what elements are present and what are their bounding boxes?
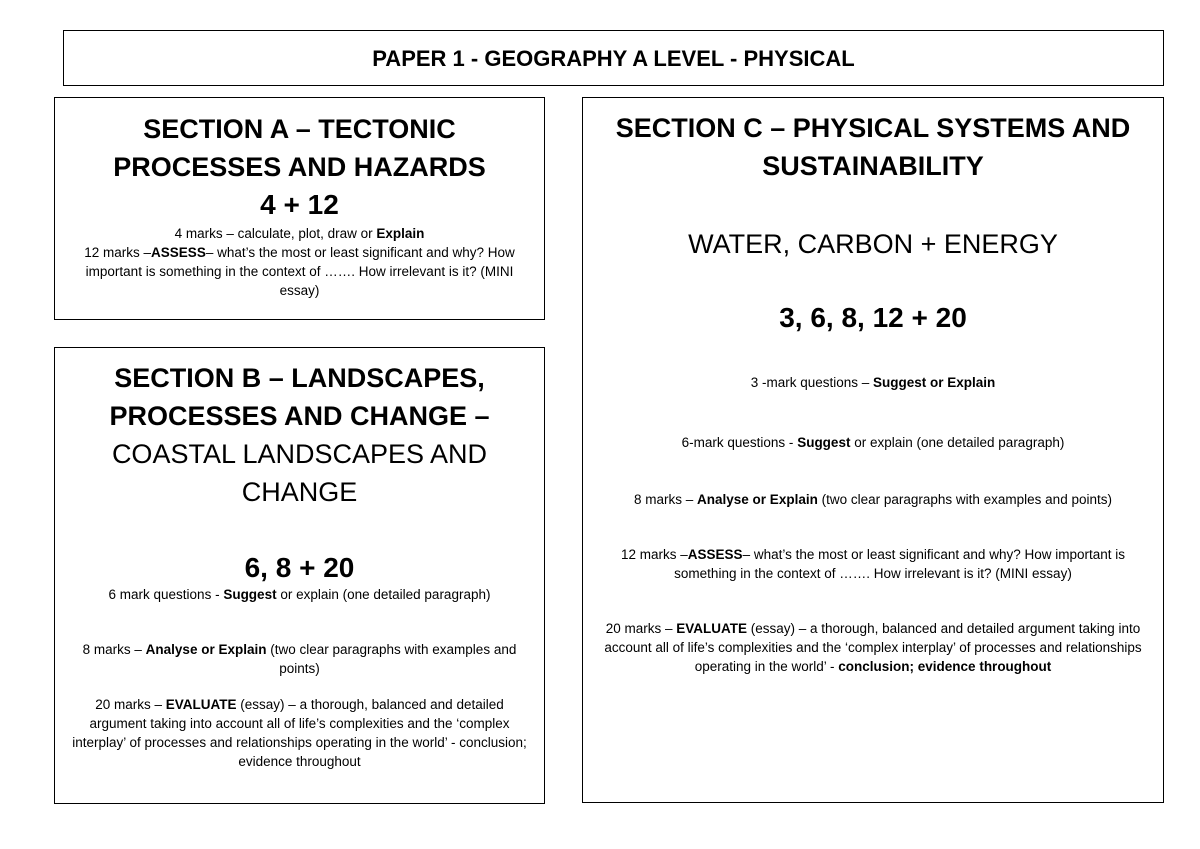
section-b-line3 (65, 695, 534, 771)
section-b-line2-bold: Analyse or Explain (145, 642, 267, 657)
section-b-line2 (65, 640, 534, 678)
section-b-line1-post: or explain (one detailed paragraph) (276, 587, 491, 602)
section-c-line4 (593, 545, 1153, 583)
section-b-line1 (65, 585, 534, 604)
section-a-line2-bold: ASSESS (151, 245, 206, 260)
section-c-line1-text: 3 -mark questions – (750, 375, 874, 390)
section-b-line3-bold: EVALUATE (165, 697, 237, 712)
section-c-topic: WATER, CARBON + ENERGY (688, 229, 1058, 259)
section-c-line5-post: (essay) – a thorough, balanced and detailed argument taking into account all of life’s complexities and the ‘complex interplay’ of processes and relationships operating in the world’ - (604, 621, 1142, 674)
section-c-line2-bold: Suggest (797, 435, 851, 450)
section-c-marks: 3, 6, 8, 12 + 20 (779, 302, 967, 333)
page-title: PAPER 1 - GEOGRAPHY A LEVEL - PHYSICAL (372, 46, 855, 71)
section-a-line1-text: 4 marks – calculate, plot, draw or (174, 226, 377, 241)
section-c-line4-bold: ASSESS (687, 547, 743, 562)
section-b-sub-line1: COASTAL LANDSCAPES AND (111, 439, 488, 469)
section-c-line2-text: 6-mark questions - (681, 435, 798, 450)
section-c-line3 (593, 490, 1153, 509)
section-c-line3-text: 8 marks – (634, 492, 698, 507)
section-c-line3-bold: Analyse or Explain (697, 492, 818, 507)
section-c-line4-post: – what’s the most or least significant and why? How important is something in the context of ……. How irrelevant is it? (MINI essay) (674, 547, 1125, 581)
section-a-line2 (65, 243, 534, 300)
section-a-line2-text: 12 marks – (84, 245, 152, 260)
section-c-line5-bold2: conclusion; evidence throughout (838, 659, 1052, 674)
section-a-line1-bold: Explain (376, 226, 425, 241)
section-c-line5-bold: EVALUATE (676, 621, 747, 636)
section-b-line2-text: 8 marks – (82, 642, 146, 657)
section-b-heading-line1: SECTION B – LANDSCAPES, (114, 363, 485, 393)
section-c-heading-line1: SECTION C – PHYSICAL SYSTEMS AND (615, 113, 1131, 143)
title-box (63, 30, 1164, 86)
section-b-line3-post: (essay) – a thorough, balanced and detailed argument taking into account all of life’s complexities and the ‘complex interplay’ of processes and relationships operating in the world’ - conclusion; evidence throughout (72, 697, 527, 769)
section-c-box (582, 97, 1164, 803)
section-a-line1 (65, 224, 534, 243)
section-b-marks: 6, 8 + 20 (244, 552, 355, 583)
section-a-marks: 4 + 12 (260, 189, 339, 220)
section-c-line3-post: (two clear paragraphs with examples and points) (817, 492, 1112, 507)
section-c-line2-post: or explain (one detailed paragraph) (850, 435, 1065, 450)
section-b-line1-bold: Suggest (223, 587, 277, 602)
section-a-line2-post: – what’s the most or least significant and why? How important is something in the context of ……. How irrelevant is it? (MINI essay) (85, 245, 515, 298)
section-a-heading-line1: SECTION A – TECTONIC (143, 114, 456, 144)
section-c-line2 (593, 433, 1153, 452)
section-b-box (54, 347, 545, 804)
section-b-sub-line2: CHANGE (241, 477, 358, 507)
section-b-line1-text: 6 mark questions - (108, 587, 224, 602)
section-c-line1-bold: Suggest or Explain (873, 375, 996, 390)
section-a-heading-line2: PROCESSES AND HAZARDS (113, 152, 486, 182)
section-a-box (54, 97, 545, 320)
section-c-line1 (593, 373, 1153, 392)
section-c-line5 (593, 619, 1153, 676)
section-c-line5-text: 20 marks – (605, 621, 677, 636)
section-b-heading-line2: PROCESSES AND CHANGE – (109, 401, 490, 431)
section-b-line2-post: (two clear paragraphs with examples and points) (266, 642, 517, 676)
section-b-line3-text: 20 marks – (95, 697, 166, 712)
section-c-heading-line2: SUSTAINABILITY (762, 151, 984, 181)
section-c-line4-text: 12 marks – (621, 547, 688, 562)
